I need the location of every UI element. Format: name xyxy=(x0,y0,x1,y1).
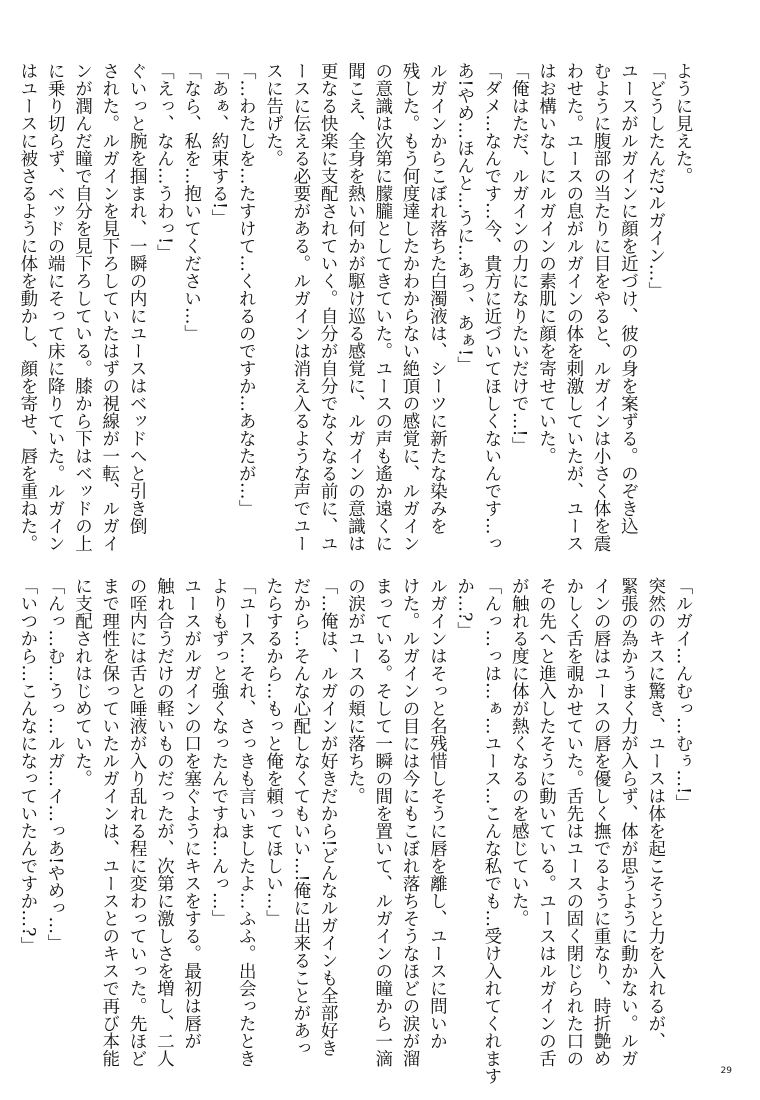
text-line: の涙がユースの頬に落ちた。 xyxy=(345,577,366,805)
text-line: まで理性を保っていたルガインは、ユースとのキスで再び本能 xyxy=(99,577,120,1067)
text-line: よりもずっと強くなったんですね…んっ…」 xyxy=(208,577,229,927)
text-line: その先へと進入したそうに動いている。ユースはルガインの舌 xyxy=(536,577,557,1067)
text-line: まっている。そして一瞬の間を置いて、ルガインの瞳から一滴 xyxy=(372,577,393,1067)
text-line: が触れる度に体が熱くなるのを感じていた。 xyxy=(509,577,530,927)
text-line: ルガインからこぼれ落ちた白濁液は、シーツに新たな染みを xyxy=(427,62,448,535)
text-line: 「ルガイ…んむっ…むぅ…!」 xyxy=(673,577,693,812)
text-line: の咥内には舌と唾液が入り乱れる程に変わっていった。先ほど xyxy=(127,577,148,1067)
text-line: ースに伝える必要がある。ルガインは消え入るような声でユー xyxy=(290,62,311,552)
text-line: 「んっ…む…うっ…ルガ…イ…っあ!やめっ…」 xyxy=(45,577,66,952)
text-line: はお構いなしにルガインの素肌に顔を寄せていた。 xyxy=(536,62,557,465)
text-line: ルガインはそっと名残惜しそうに唇を離し、ユースに問いか xyxy=(427,577,448,1050)
text-line: 突然のキスに驚き、ユースは体を起こそうと力を入れるが、 xyxy=(645,577,666,1050)
text-line: 「あぁ、約束する!」 xyxy=(208,62,229,227)
text-line: たらするから…もっと俺を頼ってほしい…」 xyxy=(263,577,284,927)
text-line: 聞こえ、全身を熱い何かが駆け巡る感覚に、ルガインの意識は xyxy=(345,62,366,552)
text-line: 「えっ、なん…うわっ!」 xyxy=(154,62,175,262)
text-line: 残した。もう何度達したかわからない絶頂の感覚に、ルガイン xyxy=(400,62,421,552)
text-line: に乗り切らず、ベッドの端にそって床に降りていた。ルガイン xyxy=(45,62,66,552)
text-line: ユースがルガインの口を塞ぐようにキスをする。最初は唇が xyxy=(181,577,202,1050)
text-line: 「…俺は、ルガインが好きだから!どんなルガインも全部好き xyxy=(318,577,339,1057)
text-line: ンが潤んだ瞳で自分を見下ろしている。膝から下はベッドの上 xyxy=(72,62,93,552)
text-line: 「…わたしを…たすけて…くれるのですか…あなたが…」 xyxy=(236,62,257,517)
text-line: けた。ルガインの目には今にもこぼれ落ちそうなほどの涙が溜 xyxy=(400,577,421,1067)
upper-text-block xyxy=(17,62,696,552)
text-line: かしく舌を覗かせていた。舌先はユースの固く閉じられた口の xyxy=(563,577,584,1067)
text-line: 「ダメ…なんです…今、貴方に近づいてほしくないんです…っ xyxy=(481,62,502,552)
text-line: スに告げた。 xyxy=(263,62,284,167)
text-line: だから…そんな心配しなくてもいい…!俺に出来ることがあっ xyxy=(290,577,311,1057)
text-line: 「なら、私を…抱いてください…」 xyxy=(181,62,202,342)
text-line: ユースがルガインに顔を近づけ、彼の身を案ずる。のぞき込 xyxy=(618,62,639,535)
text-line: の意識は次第に朦朧としてきていた。ユースの声も遙か遠くに xyxy=(372,62,393,552)
text-line: 「俺はただ、ルガインの力になりたいだけで…!」 xyxy=(509,62,530,455)
text-line: わせた。ユースの息がルガインの体を刺激していたが、ユース xyxy=(563,62,584,552)
text-line: 「んっ…っは…ぁ…ユース…こんな私でも…受け入れてくれます xyxy=(481,577,502,1085)
text-line: か…?」 xyxy=(454,577,475,639)
text-line: はユースに被さるように体を動かし、顔を寄せ、唇を重ねた。 xyxy=(17,62,38,552)
text-line: あ!やめ…ほんと…うに…あっ、あぁ!」 xyxy=(454,62,475,374)
text-line: 「いつから…こんなになっていたんですか…?」 xyxy=(17,577,38,954)
text-line: 更なる快楽に支配されていく。自分が自分でなくなる前に、ユ xyxy=(318,62,339,552)
text-line: に支配されはじめていた。 xyxy=(72,577,93,787)
lower-text-block xyxy=(17,577,696,1085)
text-line: 「どうしたんだ?ルガイン…」 xyxy=(645,62,666,299)
text-line: ぐいっと腕を掴まれ、一瞬の内にユースはベッドへと引き倒 xyxy=(127,62,148,535)
text-line: ように見えた。 xyxy=(673,62,693,185)
text-line: された。ルガインを見下ろしていたはずの視線が一転、ルガイ xyxy=(99,62,120,552)
text-line: むように腹部の当たりに目をやると、ルガインは小さく体を震 xyxy=(591,62,612,552)
text-line: 「ユース…それ、さっきも言いましたよ…ふふ。出会ったとき xyxy=(236,577,257,1067)
text-line: 触れ合うだけの軽いものだったが、次第に激しさを増し、二人 xyxy=(154,577,175,1067)
text-line: インの唇はユースの唇を優しく撫でるように重なり、時折艶め xyxy=(591,577,612,1067)
text-line: 緊張の為かうまく力が入らず、体が思うように動かない。ルガ xyxy=(618,577,639,1067)
page-number: 29 xyxy=(720,1066,732,1076)
